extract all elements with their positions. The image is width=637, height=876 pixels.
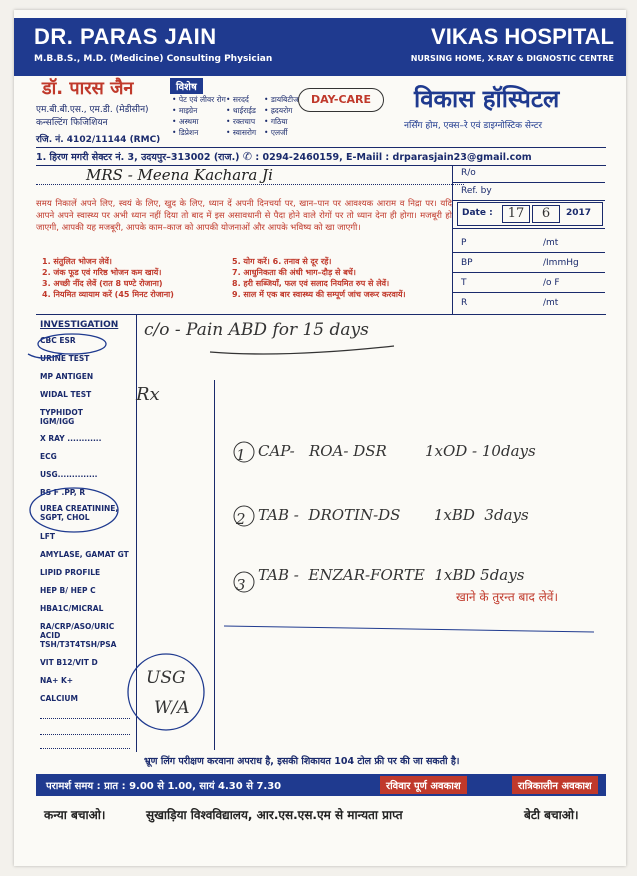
rx-symbol: Rx [136,384,160,405]
investigation-item: AMYLASE, GAMAT GT [40,550,129,559]
doctor-name-hindi: डॉ. पारस जैन [42,78,134,99]
speciality-label: विशेष [170,78,203,94]
qualification-line-1: एम.बी.बी.एस., एम.डी. (मेडीसीन) [36,105,149,115]
med-number: 1 [236,446,246,464]
investigation-item: MP ANTIGEN [40,372,94,381]
hospital-subtitle-hindi: नर्सिंग होम, एक्स–रे एवं डाइग्नोस्टिक सेन्टर [404,121,543,131]
speciality-item: • ह्रदयरोग [264,106,293,115]
usg-note: USG [146,668,186,688]
speciality-item: • सरदर्द [226,95,249,104]
sunday-holiday-badge: रविवार पूर्ण अवकाश [380,776,467,794]
investigation-item: URINE TEST [40,354,90,363]
investigation-item: LIPID PROFILE [40,568,101,577]
qualification-line-2: कन्सल्टिंग फिजिशियन [36,118,108,128]
med1-circle [234,442,254,462]
medicine-instruction: खाने के तुरन्त बाद लेवें। [456,590,559,604]
save-girl-slogan: कन्या बचाओ। [44,808,106,822]
investigation-item: CBC ESR [40,336,76,345]
speciality-item: • गठिया [264,117,288,126]
vital-unit: /mt [543,298,559,308]
ro-label: R/o [461,168,476,178]
phone-icon: ✆ [242,150,253,163]
consultation-timing: परामर्श समय : प्रात : 9.00 से 1.00, सायं 4.30 से 7.30 [46,781,282,792]
vital-unit: /ImmHg [543,258,579,268]
vital-label: P [461,238,467,248]
tick-mark [28,354,62,358]
health-advice: समय निकालें अपने लिए, स्वयं के लिए, खुद के लिए, ध्यान दें अपनी दिनचर्या पर, खान–पान पर आवश्यक आराम व निद्रा पर। यदि आपने अपने स्वास्थ्य पर अभी ध्यान नहीं दिया तो बाद में इस असावधानी से पैदा होने वाले रोगों पर तो ध्यान देना ही होगा। मजबूरी हो जाएगी, आपकी यह मजबूरी, आपके काम–काज को आपकी योजनाओं और आपके भविष्य को खा जाएगी। [36,199,452,233]
rule-line [224,626,594,632]
med-number: 2 [236,510,246,528]
vital-label: R [461,298,468,308]
hospital-subtitle: NURSING HOME, X-RAY & DIGNOSTIC CENTRE [410,54,614,63]
daycare-badge: DAY-CARE [298,88,384,112]
date-year: 2017 [566,208,592,218]
investigation-item: WIDAL TEST [40,390,92,399]
medicine-line-2: TAB - DROTIN-DS 1xBD 3days [258,506,529,524]
patient-name: MRS - Meena Kachara Ji [86,166,273,184]
complaint-underline [210,346,394,354]
investigation-item: HBA1C/MICRAL [40,604,104,613]
medicine-line-1: CAP- ROA- DSR 1xOD - 10days [258,442,536,460]
accreditation-text: सुखाड़िया विश्वविद्यालय, आर.एस.एस.एम से मान्यता प्राप्त [146,808,403,822]
investigation-item: RA/CRP/ASO/URIC ACID [40,622,115,640]
handwritten-marks [14,10,626,866]
medicine-line-3: TAB - ENZAR-FORTE 1xBD 5days [258,566,525,584]
hospital-name-hindi: विकास हॉस्पिटल [414,85,560,113]
speciality-item: • एलर्जी [264,128,288,137]
tests-circle [30,488,118,532]
address-text: 1. हिरण मगरी सेक्टर नं. 3, उदयपुर–313002 (राज.) [36,152,240,163]
investigation-title: INVESTIGATION [40,320,119,330]
speciality-item: • रक्तचाप [226,117,256,126]
speciality-item: • डिप्रेशन [172,128,199,137]
rule-item: 8. हरी सब्जियाँ, फल एवं सलाद नियमित रुप से लेवें। [232,279,390,288]
vital-label: T [461,278,467,288]
rule-item: 4. नियमित व्यायाम करें (45 मिनट रोजाना) [42,290,174,299]
chief-complaint: c/o - Pain ABD for 15 days [144,320,369,340]
investigation-item: TYPHIDOT IGM/IGG [40,408,83,426]
speciality-item: • डायबिटीज [264,95,299,104]
investigation-item: USG.............. [40,470,98,479]
registration-number: रजि. नं. 4102/11144 (RMC) [36,135,161,145]
investigation-item: UREA CREATININE, SGPT, CHOL [40,504,119,522]
doctor-qualification: M.B.B.S., M.D. (Medicine) Consulting Physician [34,54,273,64]
rule-item: 1. संतुलित भोजन लेवें। [42,257,112,266]
speciality-item: • माइग्रेन [172,106,198,115]
legal-notice: भ्रूण लिंग परीक्षण करवाना अपराध है, इसकी शिकायत 104 टोल फ्री पर की जा सकती है। [144,756,460,767]
hospital-name: VIKAS HOSPITAL [431,24,614,49]
rule-item: 7. आधुनिकता की अंधी भाग–दौड़ से बचें। [232,268,356,277]
wa-note: W/A [154,698,190,718]
usg-circle [128,654,204,730]
prescription-sheet [14,10,626,866]
investigation-item: CALCIUM [40,694,78,703]
vital-unit: /o F [543,278,560,288]
investigation-item: X RAY ............ [40,434,102,443]
med3-circle [234,572,254,592]
investigation-item: VIT B12/VIT D [40,658,98,667]
speciality-item: • अस्थमा [172,117,199,126]
refby-label: Ref. by [461,186,492,196]
investigation-item: ECG [40,452,57,461]
med2-circle [234,506,254,526]
investigation-item: HEP B/ HEP C [40,586,96,595]
investigation-item: LFT [40,532,56,541]
rule-item: 3. अच्छी नींद लेवें (रात 8 घण्टे रोजाना) [42,279,163,288]
cbc-circle [38,334,106,354]
vital-unit: /mt [543,238,559,248]
contact-text: : 0294-2460159, E-Maiil : drparasjain23@gmail.com [255,152,532,163]
date-label: Date : [462,208,493,218]
night-holiday-badge: रात्रिकालीन अवकाश [512,776,598,794]
date-day: 17 [502,205,530,223]
rule-item: 9. साल में एक बार स्वास्थ्य की सम्पूर्ण जांच जरूर करवायें। [232,290,406,299]
doctor-name: DR. PARAS JAIN [34,24,217,49]
rule-item: 2. जंक फूड एवं गरिष्ठ भोजन कम खायें। [42,268,162,277]
rule-item: 5. योग करें। 6. तनाव से दूर रहें। [232,257,332,266]
speciality-item: • पेट एवं लीवर रोग [172,95,226,104]
investigation-item: TSH/T3T4TSH/PSA [40,640,117,649]
investigation-item: NA+ K+ [40,676,74,685]
med-number: 3 [236,576,246,594]
date-month: 6 [532,205,560,223]
save-daughter-slogan: बेटी बचाओ। [524,808,579,822]
investigation-item: BS F .PP, R [40,488,86,497]
speciality-item: • थाईराईड [226,106,256,115]
vital-label: BP [461,258,473,268]
speciality-item: • स्वासरोग [226,128,257,137]
